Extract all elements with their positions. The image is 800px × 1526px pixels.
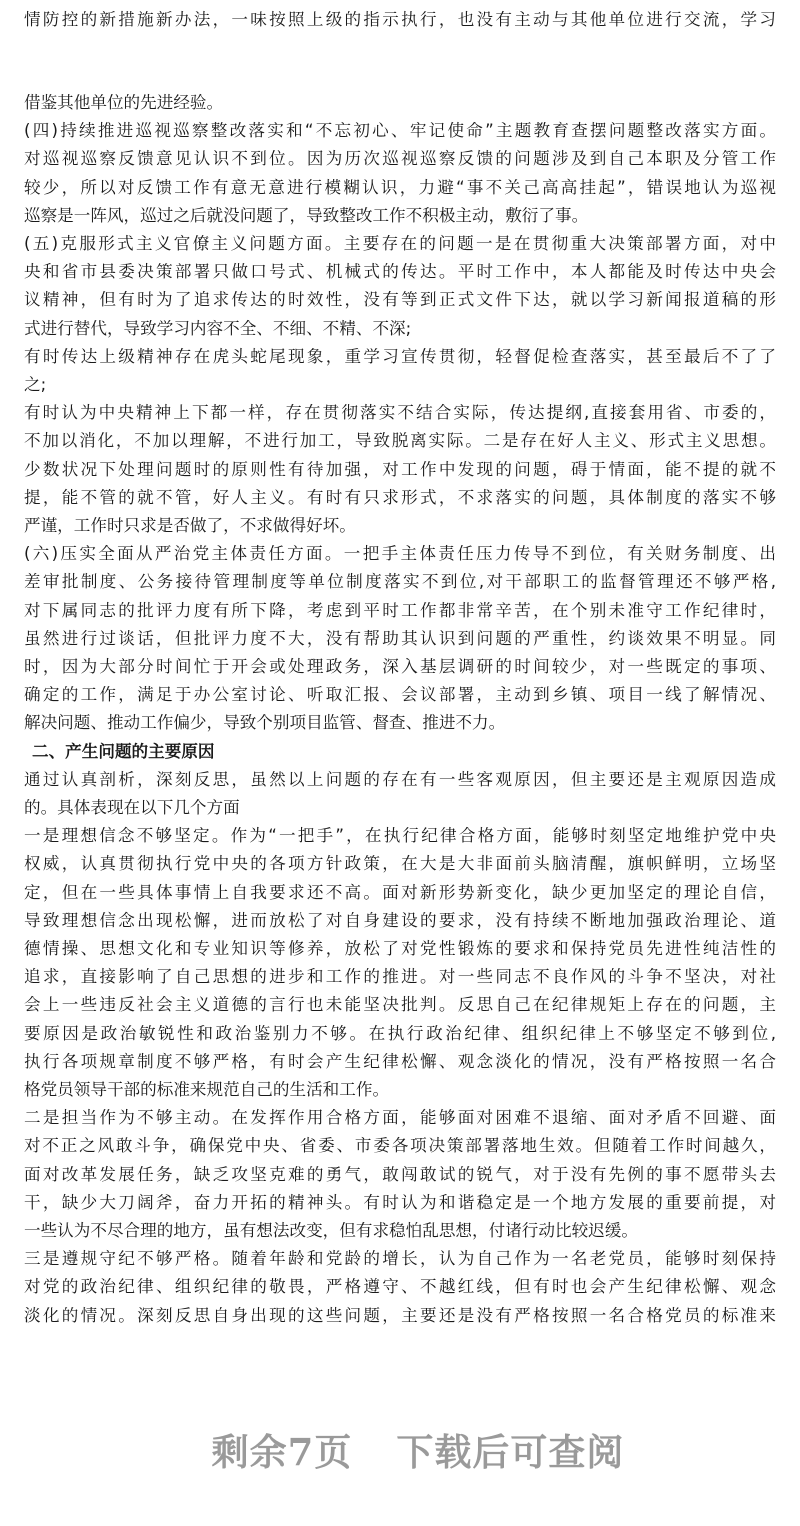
remaining-pages-label: 剩余7页 (211, 1430, 353, 1474)
text-line: 干，缺少大刀阔斧，奋力开拓的精神头。有时认为和谐稳定是一个地方发展的重要前提，对 (24, 1192, 776, 1212)
text-line: 严谨，工作时只求是否做了，不求做得好坏。 (24, 516, 356, 535)
text-line: (六)压实全面从严治党主体责任方面。一把手主体责任压力传导不到位，有关财务制度、出 (24, 544, 776, 564)
text-line: 虽然进行过谈话，但批评力度不大，没有帮助其认识到问题的严重性，约谈效果不明显。同 (24, 628, 776, 648)
text-line: 对不正之风敢斗争，确保党中央、省委、市委各项决策部署落地生效。但随着工作时间越久， (24, 1136, 776, 1156)
text-line: 议精神，但有时为了追求传达的时效性，没有等到正式文件下达，就以学习新闻报道稿的形 (24, 290, 776, 310)
text-line: 巡察是一阵风，巡过之后就没问题了，导致整改工作不积极主动，敷衍了事。 (24, 205, 589, 225)
download-to-view-label: 下载后可查阅 (396, 1430, 625, 1474)
text-line: 确定的工作，满足于办公室讨论、听取汇报、会议部署，主动到乡镇、项目一线了解情况、 (24, 685, 776, 705)
text-line: 三是遵规守纪不够严格。随着年龄和党龄的增长，认为自己作为一名老党员，能够时刻保持 (24, 1249, 776, 1269)
text-line: 不加以消化，不加以理解，不进行加工，导致脱离实际。二是存在好人主义、形式主义思想。 (24, 431, 776, 451)
text-line: 追求，直接影响了自己思想的进步和工作的推进。对一些同志不良作风的斗争不坚决，对社 (24, 967, 776, 987)
text-line: 要原因是政治敏锐性和政治鉴别力不够。在执行政治纪律、组织纪律上不够坚定不够到位, (24, 1023, 776, 1043)
text-line: 德情操、思想文化和专业知识等修养，放松了对党性锻炼的要求和保持党员先进性纯洁性的 (24, 939, 776, 958)
text-line: (四)持续推进巡视巡察整改落实和“不忘初心、牢记使命”主题教育查摆问题整改落实方面。 (24, 121, 776, 141)
text-line: (五)克服形式主义官僚主义问题方面。主要存在的问题一是在贯彻重大决策部署方面，对中 (24, 234, 776, 253)
text-line: 有时传达上级精神存在虎头蛇尾现象，重学习宣传贯彻，轻督促检查落实，甚至最后不了了 (24, 346, 776, 366)
text-line: 一是理想信念不够坚定。作为“一把手”，在执行纪律合格方面，能够时刻坚定地维护党中央 (24, 826, 776, 846)
text-line: 较少，所以对反馈工作有意无意进行模糊认识，力避“事不关己高高挂起”，错误地认为巡视 (24, 177, 776, 197)
text-line: 解决问题、推动工作偏少，导致个别项目监管、督查、推进不力。 (24, 713, 506, 733)
text-line: 二是担当作为不够主动。在发挥作用合格方面，能够面对困难不退缩、面对矛盾不回避、面 (24, 1108, 776, 1128)
text-line: 对下属同志的批评力度有所下降，考虑到平时工作都非常辛苦，在个别未准守工作纪律时， (24, 600, 776, 620)
text-line: 面对改革发展任务，缺乏攻坚克难的勇气，敢闯敢试的锐气，对于没有先例的事不愿带头去 (24, 1164, 776, 1184)
text-line: 权威，认真贯彻执行党中央的各项方针政策，在大是大非面前头脑清醒，旗帜鲜明，立场坚 (24, 854, 776, 874)
text-line: 定，但在一些具体事情上自我要求还不高。面对新形势新变化，缺少更加坚定的理论自信， (24, 882, 776, 902)
text-line: 时，因为大部分时间忙于开会或处理政务，深入基层调研的时间较少，对一些既定的事项、 (24, 657, 776, 676)
text-line: 之; (24, 375, 47, 394)
text-line: 有时认为中央精神上下都一样，存在贯彻落实不结合实际，传达提纲,直接套用省、市委的， (24, 403, 776, 423)
text-line: 淡化的情况。深刻反思自身出现的这些问题，主要还是没有严格按照一名合格党员的标准来 (24, 1305, 776, 1325)
text-line: 情防控的新措施新办法，一味按照上级的指示执行，也没有主动与其他单位进行交流，学习 (24, 10, 776, 29)
download-prompt[interactable] (0, 1422, 800, 1476)
text-line: 差审批制度、公务接待管理制度等单位制度落实不到位,对干部职工的监督管理还不够严格, (24, 572, 776, 592)
clipped-top-line (24, 0, 776, 8)
text-line: 通过认真剖析，深刻反思，虽然以上问题的存在有一些客观原因，但主要还是主观原因造成 (24, 769, 776, 789)
text-line: 执行各项规章制度不够严格，有时会产生纪律松懈、观念淡化的情况，没有严格按照一名合 (24, 1051, 776, 1071)
text-line: 的。具体表现在以下几个方面 (24, 798, 240, 817)
text-line: 对党的政治纪律、组织纪律的敬畏，严格遵守、不越红线，但有时也会产生纪律松懈、观念 (24, 1277, 776, 1297)
text-line: 会上一些违反社会主义道德的言行也未能坚决批判。反思自己在纪律规矩上存在的问题，主 (24, 995, 776, 1015)
text-line: 式进行替代，导致学习内容不全、不细、不精、不深; (24, 318, 412, 338)
text-line: 格党员领导干部的标准来规范自己的生活和工作。 (24, 1080, 390, 1099)
text-line: 少数状况下处理问题时的原则性有待加强，对工作中发现的问题，碍于情面，能不提的就不 (24, 459, 776, 479)
text-line: 对巡视巡察反馈意见认识不到位。因为历次巡视巡察反馈的问题涉及到自己本职及分管工作 (24, 149, 776, 169)
section-heading: 二、产生问题的主要原因 (32, 741, 215, 761)
text-line: 央和省市县委决策部署只做口号式、机械式的传达。平时工作中，本人都能及时传达中央会 (24, 262, 776, 282)
text-line: 借鉴其他单位的先进经验。 (24, 93, 224, 112)
text-line: 一些认为不尽合理的地方，虽有想法改变，但有求稳怕乱思想，付诸行动比较迟缓。 (24, 1221, 638, 1240)
text-line: 提，能不管的就不管，好人主义。有时有只求形式，不求落实的问题，具体制度的落实不够 (24, 487, 776, 507)
text-line: 导致理想信念出现松懈，进而放松了对自身建设的要求，没有持续不断地加强政治理论、道 (24, 910, 776, 930)
